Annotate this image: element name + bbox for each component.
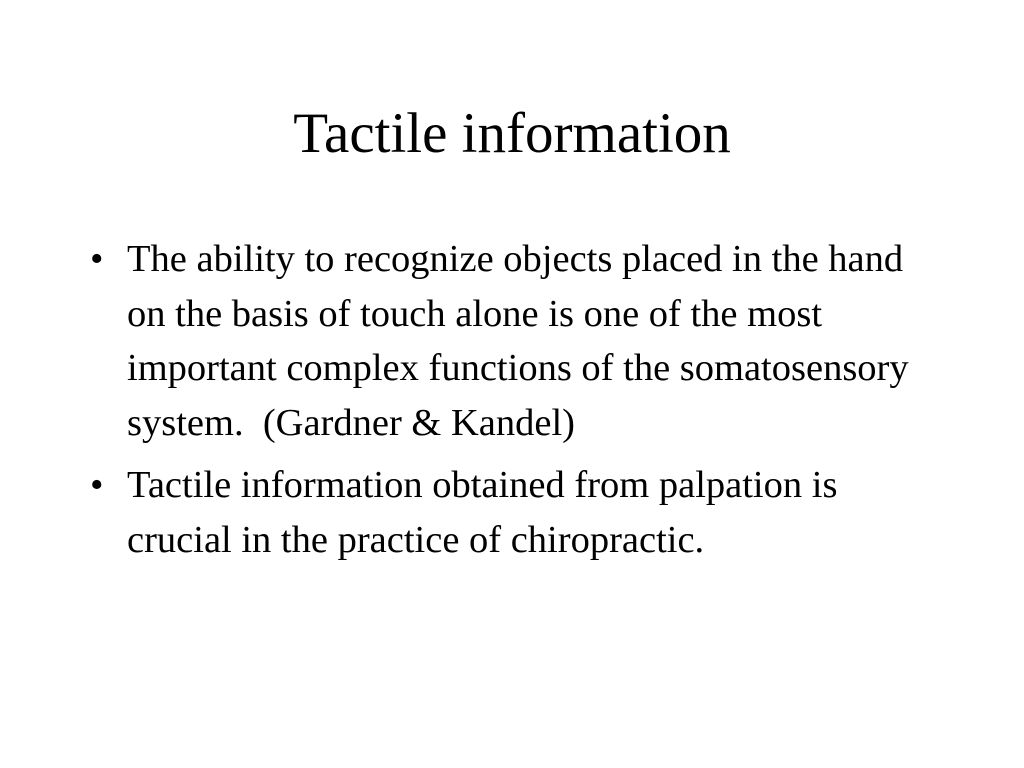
bullet-text: The ability to recognize objects placed in the hand on the basis of touch alone is one of the most important complex functions of the somatosensory system. (Gardner & Kandel): [127, 238, 919, 444]
bullet-marker: •: [90, 464, 104, 506]
bullet-text: Tactile information obtained from palpation is crucial in the practice of chiropractic.: [127, 464, 838, 561]
bullet-item: [90, 232, 950, 450]
bullet-marker: •: [90, 238, 104, 280]
slide-title: Tactile information: [293, 102, 731, 165]
bullet-item: [90, 458, 950, 567]
bullet-list: [90, 232, 950, 575]
